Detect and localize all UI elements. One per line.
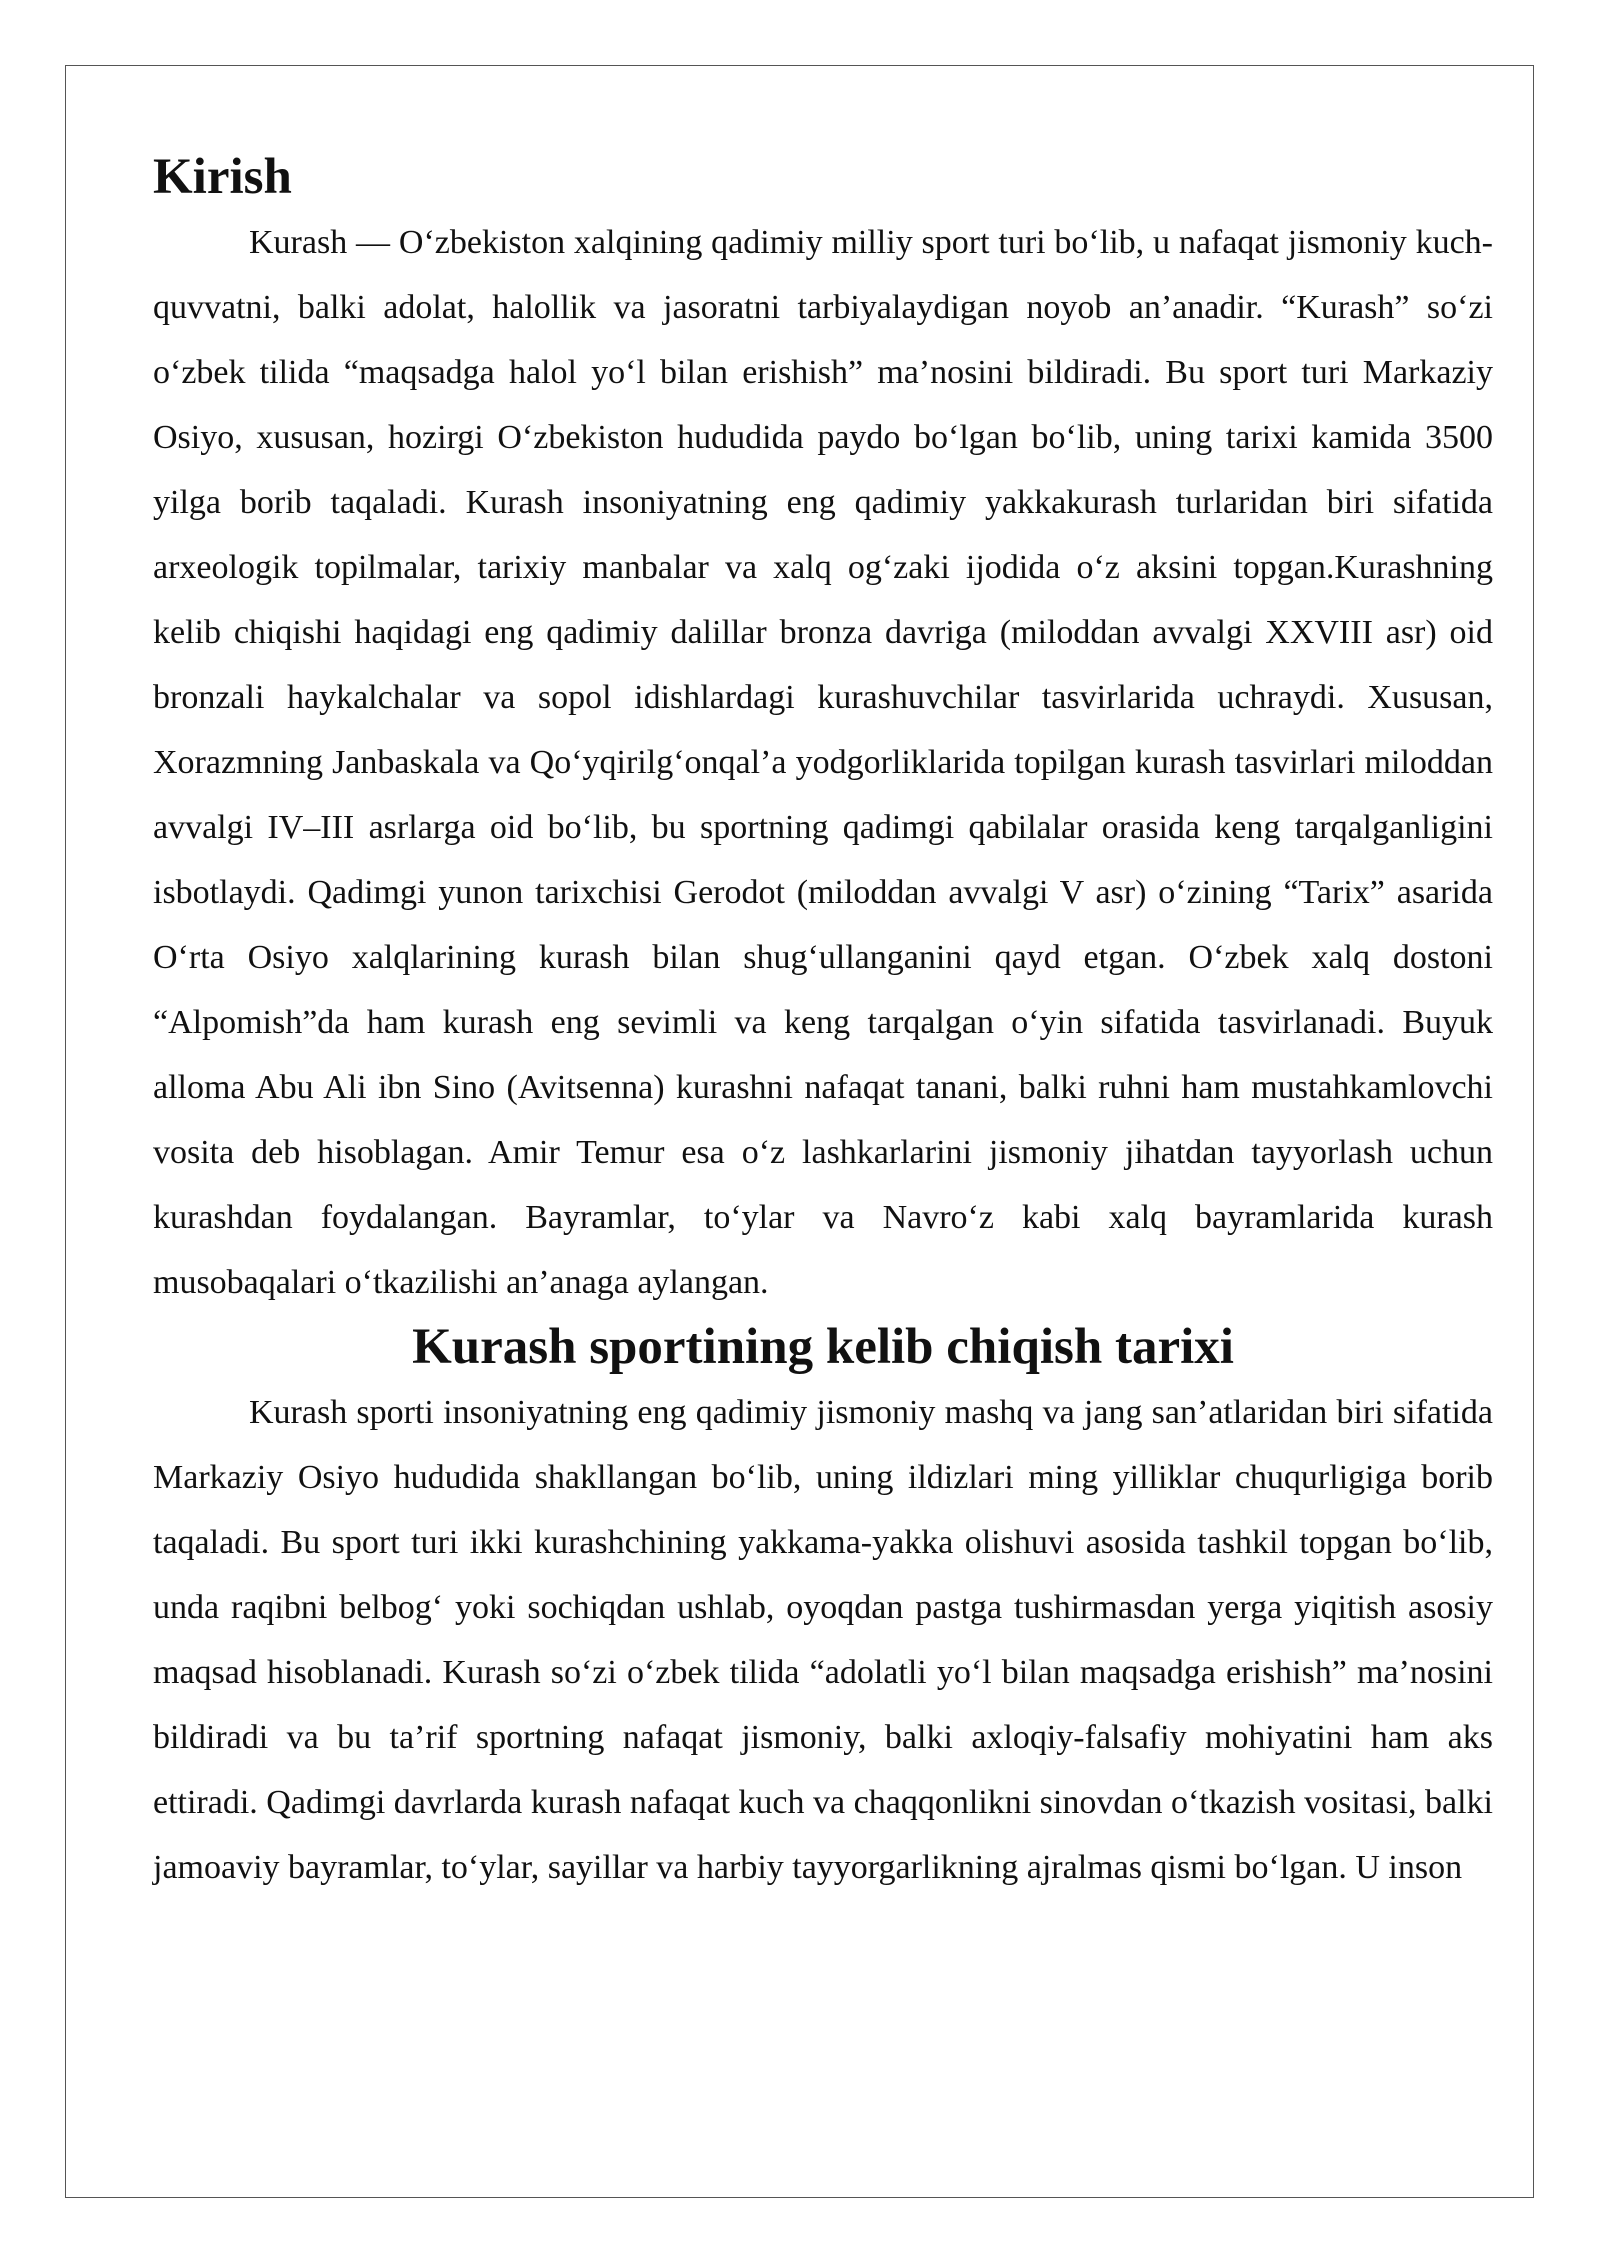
section-heading-kirish: Kirish [153, 149, 292, 205]
paragraph-history: Kurash sporti insoniyatning eng qadimiy jismoniy mashq va jang san’atlaridan biri sifatida Markaziy Osiyo hududida shakllangan bo‘lib, uning ildizlari ming yilliklar chuqurligiga borib taqaladi. Bu sport turi ikki kurashchining yakkama-yakka olishuvi asosida tashkil topgan bo‘lib, unda raqibni belbog‘ yoki sochiqdan ushlab, oyoqdan pastga tushirmasdan yerga yiqitish asosiy maqsad hisoblanadi. Kurash so‘zi o‘zbek tilida “adolatli yo‘l bilan maqsadga erishish” ma’nosini bildiradi va bu ta’rif sportning nafaqat jismoniy, balki axloqiy-falsafiy mohiyatini ham aks ettiradi. Qadimgi davrlarda kurash nafaqat kuch va chaqqonlikni sinovdan o‘tkazish vositasi, balki jamoaviy bayramlar, to‘ylar, sayillar va harbiy tayyorgarlikning ajralmas qismi bo‘lgan. U inson [153, 1394, 1493, 1886]
document-body [153, 145, 1493, 1900]
section-heading-history: Kurash sportining kelib chiqish tarixi [412, 1319, 1234, 1375]
paragraph-kirish: Kurash — O‘zbekiston xalqining qadimiy milliy sport turi bo‘lib, u nafaqat jismoniy kuch-quvvatni, balki adolat, halollik va jasoratni tarbiyalaydigan noyob an’anadir. “Kurash” so‘zi o‘zbek tilida “maqsadga halol yo‘l bilan erishish” ma’nosini bildiradi. Bu sport turi Markaziy Osiyo, xususan, hozirgi O‘zbekiston hududida paydo bo‘lgan bo‘lib, uning tarixi kamida 3500 yilga borib taqaladi. Kurash insoniyatning eng qadimiy yakkakurash turlaridan biri sifatida arxeologik topilmalar, tarixiy manbalar va xalq og‘zaki ijodida o‘z aksini topgan.Kurashning kelib chiqishi haqidagi eng qadimiy dalillar bronza davriga (miloddan avvalgi XXVIII asr) oid bronzali haykalchalar va sopol idishlardagi kurashuvchilar tasvirlarida uchraydi. Xususan, Xorazmning Janbaskala va Qo‘yqirilg‘onqal’a yodgorliklarida topilgan kurash tasvirlari miloddan avvalgi IV–III asrlarga oid bo‘lib, bu sportning qadimgi qabilalar orasida keng tarqalganligini isbotlaydi. Qadimgi yunon tarixchisi Gerodot (miloddan avvalgi V asr) o‘zining “Tarix” asarida O‘rta Osiyo xalqlarining kurash bilan shug‘ullanganini qayd etgan. O‘zbek xalq dostoni “Alpomish”da ham kurash eng sevimli va keng tarqalgan o‘yin sifatida tasvirlanadi. Buyuk alloma Abu Ali ibn Sino (Avitsenna) kurashni nafaqat tanani, balki ruhni ham mustahkamlovchi vosita deb hisoblagan. Amir Temur esa o‘z lashkarlarini jismoniy jihatdan tayyorlash uchun kurashdan foydalangan. Bayramlar, to‘ylar va Navro‘z kabi xalq bayramlarida kurash musobaqalari o‘tkazilishi an’anaga aylangan. [153, 224, 1493, 1301]
